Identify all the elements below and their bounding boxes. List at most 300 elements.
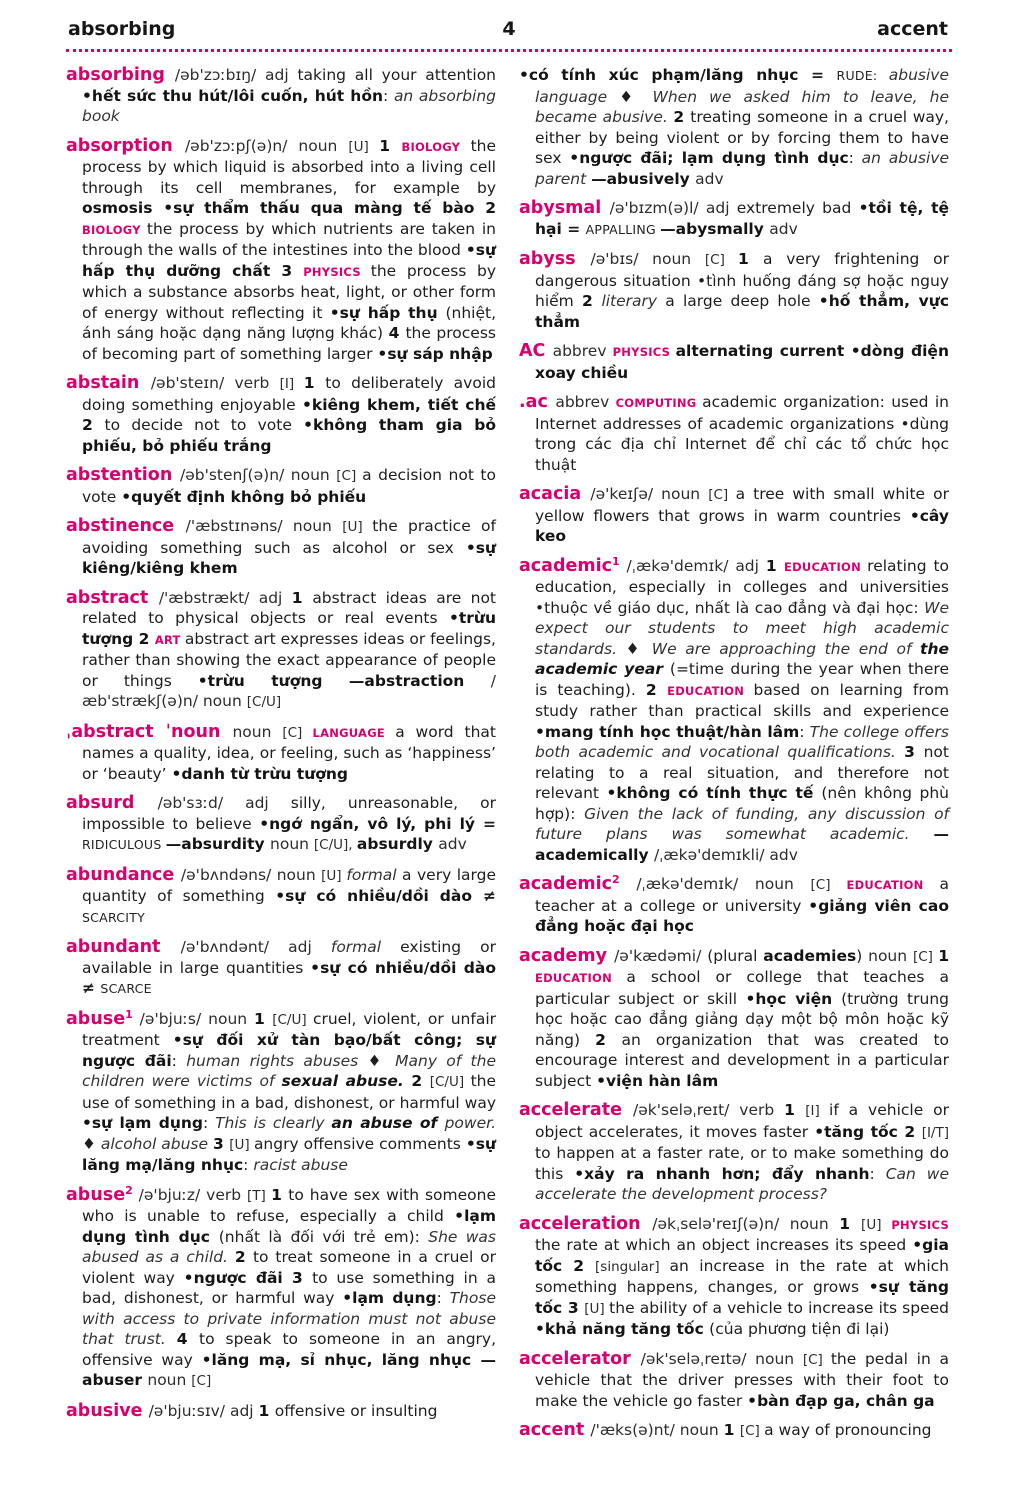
example-bold: the academic year (535, 639, 949, 678)
definition-text: taking all your attention (297, 66, 497, 84)
dictionary-entry (66, 588, 496, 713)
sense-number: 2 (581, 292, 602, 310)
vietnamese-translation: •sự lăng mạ/lăng nhục (82, 1134, 496, 1174)
definition-text: a decision not to vote (82, 466, 496, 506)
sense-number: 3 (904, 743, 924, 761)
pronunciation: /ək'seləˌreɪt/ (633, 1101, 740, 1119)
sense-number: 1 (379, 136, 402, 155)
derived-word: —abusively (591, 169, 696, 188)
sense-number: 2 (485, 199, 497, 217)
definition-text: (nhất là đối với trẻ em): (218, 1227, 429, 1246)
sense-number: 2 (138, 629, 155, 648)
definition-text: extremely bad (736, 199, 859, 217)
vietnamese-translation: •dòng điện xoay chiều (535, 342, 949, 382)
pronunciation: /ək'seləˌreɪtə/ (640, 1349, 756, 1368)
derived-word: osmosis (82, 199, 164, 217)
pronunciation: /ə'bɪs/ (590, 250, 653, 268)
definition-text: to decide not to vote (104, 416, 304, 434)
definition-text: an increase in the rate at which something happens, changes, or grows (535, 1256, 949, 1296)
definition-text: to treat someone in a cruel or violent way (82, 1248, 496, 1287)
vietnamese-translation: •lạm dụng tình dục (82, 1207, 496, 1246)
grammar-code: [U] (584, 1300, 610, 1317)
part-of-speech: noun (202, 692, 247, 710)
definition-text: (của phương tiện đi lại) (709, 1320, 890, 1338)
subject-label: PHYSICS (612, 345, 676, 359)
part-of-speech: noun (868, 946, 913, 965)
dictionary-entry (66, 1009, 496, 1176)
sense-number: 3 (292, 1268, 313, 1287)
example-text: Given the lack of funding, any discussion of future plans was somewhat academic. (535, 804, 950, 843)
dictionary-entry (66, 793, 496, 856)
grammar-code: [I/T] (921, 1124, 949, 1141)
derived-word: —abstraction (348, 671, 491, 690)
definition-text: the ability of a vehicle to increase its speed (609, 1298, 949, 1317)
subject-label: EDUCATION (535, 971, 627, 985)
definition-text: : (799, 722, 810, 741)
vietnamese-translation: •quyết định không bỏ phiếu (121, 487, 367, 506)
cross-reference: RIDICULOUS (82, 837, 166, 852)
sense-number: 1 (258, 1401, 275, 1420)
definition-text: to deliberately avoid doing something enjoyable (82, 374, 496, 414)
example-text: Those with access to private information must not abuse that trust. (82, 1289, 496, 1348)
vietnamese-translation: •trừu tượng (82, 609, 496, 648)
pronunciation: /ə'bʌndəns/ (180, 865, 277, 884)
vietnamese-translation: •viện hàn lâm (596, 1071, 719, 1090)
headword: abundance (66, 864, 181, 885)
grammar-code: [C] (739, 1423, 765, 1439)
definition-text: an organization that was created to encourage interest and development in a particular subject (535, 1030, 949, 1090)
headword: ˌabstract ˈnoun (66, 721, 233, 742)
pronunciation: /əb'stenʃ(ə)n/ (179, 466, 291, 484)
definition-text: not relating to a real situation, and therefore not relevant (535, 743, 949, 802)
sense-number: 1 (303, 374, 326, 392)
headword: academy (519, 945, 615, 966)
example-text: She was abused as a child. (82, 1227, 497, 1266)
vietnamese-translation: •sự đối xử tàn bạo/bất công; sự ngược đãi (82, 1031, 496, 1070)
part-of-speech: noun (292, 517, 343, 535)
definition-text: silly, unreasonable, or impossible to believe (82, 794, 496, 833)
dictionary-columns (66, 65, 952, 1451)
definition-text: (=time during the year when there is teaching). (535, 660, 949, 699)
part-of-speech: adj (265, 66, 298, 84)
vietnamese-translation: •trừu tượng (197, 671, 349, 690)
dictionary-entry (66, 1401, 496, 1422)
pronunciation: /əb'steɪn/ (150, 374, 235, 392)
sense-number: 4 (176, 1330, 200, 1348)
example-separator-icon: ♦ (82, 1134, 101, 1153)
dictionary-entry (519, 1420, 949, 1442)
pronunciation: /ə'keɪʃə/ (590, 485, 662, 503)
example-text: We expect our students to meet high academic standards. (535, 598, 949, 658)
pronunciation: /əb'sɜːd/ (157, 794, 246, 812)
vietnamese-translation: •sự sáp nhập (377, 344, 493, 363)
right-column (519, 65, 949, 1451)
vietnamese-translation: •giảng viên cao đẳng hoặc đại học (535, 896, 949, 935)
subject-label: ART (154, 632, 185, 647)
pronunciation: /ə'kædəmi/ (614, 946, 708, 965)
sense-number: 1 (938, 946, 949, 965)
dictionary-entry (66, 516, 496, 579)
register-label: formal (330, 938, 401, 956)
cross-reference: SCARCE (100, 981, 152, 996)
grammar-code: [C/U] (272, 1011, 313, 1028)
grammar-code: [singular] (595, 1258, 670, 1275)
relation-symbol: ≠ (483, 887, 496, 905)
definition-text: existing or available in large quantities (82, 938, 496, 977)
headword: accelerate (519, 1100, 634, 1120)
dictionary-entry (519, 1214, 949, 1340)
relation-symbol: ≠ (82, 979, 101, 997)
cross-reference: APPALLING (585, 221, 661, 237)
grammar-code: [C] (912, 948, 939, 965)
definition-text: a very large quantity of something (82, 865, 496, 905)
vietnamese-translation: •danh từ trừu tượng (171, 764, 349, 783)
definition-text: to happen at a faster rate, or to make something do this (535, 1144, 949, 1183)
dictionary-entry (519, 1100, 949, 1205)
definition-text: relating to education, especially in colleges and universities •thuộc về giáo dục, nhất là cao đẳng và đại học: (535, 556, 950, 617)
left-guide-word: absorbing (68, 18, 176, 40)
dictionary-entry (66, 722, 496, 785)
grammar-code: [U] (229, 1136, 254, 1153)
grammar-code: [I] (805, 1103, 830, 1119)
grammar-code: [C] (802, 1351, 831, 1368)
part-of-speech: adj (258, 588, 292, 607)
derived-word: —academically (535, 825, 949, 864)
homograph-number: 2 (125, 1183, 133, 1197)
vietnamese-translation: •sự có nhiều/dồi dào (310, 958, 497, 977)
headword: acceleration (519, 1213, 653, 1234)
dictionary-entry (519, 198, 949, 240)
headword: abstention (66, 465, 180, 485)
definition-text: the process by which nutrients are taken in through the walls of the intestines into the blood (82, 219, 496, 259)
vietnamese-translation: •gia tốc (535, 1236, 949, 1275)
example-separator-icon: ♦ (367, 1051, 396, 1070)
derived-word: academies (763, 946, 857, 965)
headword: abuse (66, 1184, 126, 1205)
headword: acacia (519, 484, 591, 504)
grammar-code: [U] (342, 519, 373, 535)
part-of-speech: noun (270, 835, 314, 853)
register-label: formal (346, 865, 403, 884)
grammar-code: [T] (247, 1187, 272, 1204)
vietnamese-translation: •xảy ra nhanh hơn; đẩy nhanh (574, 1164, 870, 1183)
example-bold: an abuse of (331, 1114, 445, 1132)
sense-number: 2 (673, 108, 691, 126)
subject-label: BIOLOGY (82, 222, 147, 237)
definition-text: : (869, 1164, 886, 1183)
headword: academic (519, 555, 612, 576)
headword: absorbing (66, 65, 175, 85)
example-separator-icon: ♦ (625, 639, 652, 658)
pronunciation: /ə'bɪzm(ə)l/ (609, 199, 706, 217)
example-text: Many of the children were victims of (82, 1051, 496, 1090)
part-of-speech: abbrev (552, 342, 613, 360)
dictionary-entry (66, 65, 496, 127)
definition-text: : (243, 1156, 254, 1174)
vietnamese-translation: •sự lạm dụng (82, 1114, 203, 1132)
definition-text: academic organization: used in Internet addresses of academic organizations •dùng trong các địa chỉ Internet để chỉ các tổ chức học thuật (535, 393, 949, 474)
grammar-code: [C] (191, 1373, 212, 1389)
part-of-speech: noun (208, 1009, 255, 1028)
sense-number: 1 (784, 1101, 806, 1119)
definition-text: the process by which a substance absorbs heat, light, or other form of energy without reflecting it (82, 261, 496, 322)
definition-text: (nên không phù hợp): (535, 784, 949, 823)
part-of-speech: adj (245, 794, 291, 812)
vietnamese-translation: •cây keo (535, 506, 949, 545)
vietnamese-translation: •không có tính thực tế (606, 784, 822, 802)
vietnamese-translation: •ngược đãi (183, 1268, 292, 1287)
vietnamese-translation: •sự có nhiều/dồi dào (275, 887, 483, 905)
vietnamese-translation: •sự thẩm thấu qua màng tế bào (163, 199, 486, 217)
part-of-speech: adv (769, 219, 798, 238)
part-of-speech: noun (652, 250, 705, 268)
part-of-speech: noun (276, 865, 322, 884)
vietnamese-translation: •học viện (745, 989, 842, 1008)
headword: accelerator (519, 1348, 641, 1369)
definition-text: (trường trung học hoặc cao đẳng giảng dạy một bộ môn hoặc kỹ năng) (535, 989, 949, 1049)
dictionary-entry (66, 373, 496, 456)
part-of-speech: verb (206, 1185, 248, 1204)
definition-text: the rate at which an object increases its speed (535, 1236, 913, 1254)
derived-word: alternating current (675, 342, 851, 360)
sense-number: 2 (573, 1256, 596, 1275)
grammar-code: [U] (861, 1216, 892, 1233)
subject-label: EDUCATION (667, 683, 754, 698)
vietnamese-translation: •bàn đạp ga, chân ga (747, 1391, 935, 1410)
part-of-speech: adj (229, 1401, 259, 1420)
definition-text: a very frightening or dangerous situation •tình huống đáng sợ hoặc nguy hiểm (535, 250, 949, 310)
homograph-number: 1 (612, 554, 620, 568)
dictionary-entry (519, 484, 949, 547)
example-text: an abusive parent (535, 149, 949, 188)
grammar-code: [C] (336, 468, 363, 484)
part-of-speech: adj (705, 199, 737, 217)
pronunciation: /ə'bjuːz/ (132, 1185, 207, 1204)
vietnamese-translation: •hết sức thu hút/lôi cuốn, hút hồn (82, 86, 384, 105)
pronunciation: /'æks(ə)nt/ (590, 1421, 680, 1439)
grammar-code: [C/U] (246, 694, 282, 710)
example-text: alcohol abuse (100, 1134, 213, 1153)
pronunciation: /ə'bjuːsɪv/ (148, 1401, 230, 1420)
definition-text: offensive or insulting (274, 1401, 438, 1420)
vietnamese-translation: •tồi tệ, tệ hại (535, 199, 949, 238)
sense-number: 1 (254, 1009, 273, 1028)
vietnamese-translation: •sự hấp thụ dưỡng chất (82, 241, 496, 280)
vietnamese-translation: •lăng mạ, sỉ nhục, lăng nhục (201, 1350, 481, 1369)
headword: absorption (66, 135, 185, 156)
page-number: 4 (502, 18, 516, 40)
derived-word: —abysmally (660, 219, 770, 238)
definition-text: abstract art expresses ideas or feelings, rather than showing the exact appearance of people or things (82, 629, 496, 690)
vietnamese-translation: •kiêng khem, tiết chế (302, 395, 496, 414)
vietnamese-translation: •sự kiêng/kiêng khem (82, 538, 496, 577)
subject-label: PHYSICS (891, 1217, 949, 1232)
register-label: literary (601, 292, 666, 310)
part-of-speech: adv (695, 169, 724, 188)
pronunciation: /əkˌselə'reɪʃ(ə)n/ (652, 1214, 790, 1233)
definition-text: : (171, 1051, 187, 1070)
definition-text: the use of something in a bad, dishonest, or harmful way (82, 1072, 496, 1112)
pronunciation: /əb'zɔːpʃ(ə)n/ (184, 136, 299, 155)
derived-word: —absurdity (165, 835, 271, 853)
sense-number: 3 (567, 1298, 585, 1317)
subject-label: EDUCATION (783, 559, 868, 574)
subject-label: EDUCATION (846, 878, 940, 892)
headword: abstain (66, 373, 151, 393)
sense-number: 1 (291, 588, 313, 607)
vietnamese-translation: •khả năng tăng tốc (535, 1320, 710, 1338)
dictionary-entry (519, 874, 949, 937)
example-text: abusive language (535, 66, 949, 106)
subject-label: COMPUTING (615, 396, 703, 410)
definition-text: (nhiệt, ánh sáng hoặc dạng năng lượng khác) (82, 303, 496, 342)
part-of-speech: noun (789, 1214, 840, 1233)
dictionary-entry (519, 946, 949, 1092)
definition-text: to have sex with someone who is unable to refuse, especially a child (82, 1185, 496, 1225)
derived-word: —abuser (82, 1350, 496, 1389)
pronunciation: /'æbstɪnəns/ (185, 517, 293, 535)
left-column (66, 65, 496, 1451)
sense-number: 1 (723, 1421, 740, 1439)
example-bold: sexual abuse. (281, 1072, 412, 1090)
dictionary-entry (66, 465, 496, 507)
sense-number: 2 (645, 680, 668, 699)
grammar-code: [I] (279, 376, 304, 392)
cross-reference: RUDE: (836, 68, 889, 83)
example-text: racist abuse (253, 1156, 348, 1174)
vietnamese-translation: •không tham gia bỏ phiếu, bỏ phiếu trắng (82, 416, 496, 455)
part-of-speech: noun (661, 485, 709, 503)
sense-number: 2 (411, 1072, 430, 1090)
relation-symbol: = (567, 219, 586, 238)
definition-text: abstract ideas are not related to physical objects or real events (82, 588, 496, 627)
definition-text: a large deep hole (665, 292, 819, 310)
dictionary-entry (519, 1349, 949, 1412)
sense-number: 2 (904, 1122, 922, 1141)
definition-text: : (383, 86, 394, 105)
dictionary-entry (519, 341, 949, 383)
part-of-speech: verb (234, 374, 280, 392)
dictionary-entry (519, 249, 949, 332)
vietnamese-translation: •tăng tốc (814, 1122, 905, 1141)
right-guide-word: accent (877, 18, 948, 40)
pronunciation: /'æbstrækt/ (158, 588, 259, 607)
definition-text: (plural (707, 946, 764, 965)
definition-text: the process of becoming part of something larger (82, 324, 496, 363)
definition-text: the practice of avoiding something such as alcohol or sex (82, 517, 496, 557)
headword: .ac (519, 392, 556, 412)
definition-text: : (203, 1114, 216, 1132)
grammar-code: [C] (282, 724, 313, 741)
definition-text: based on learning from study rather than practical skills and experience (535, 680, 949, 720)
definition-text: a tree with small white or yellow flowers that grows in warm countries (535, 485, 949, 525)
definition-text: if a vehicle or object accelerates, it moves faster (535, 1101, 950, 1141)
grammar-code: [C/U], (313, 837, 357, 853)
definition-text: a way of pronouncing (764, 1421, 932, 1439)
sense-number: 1 (765, 556, 784, 575)
part-of-speech: noun (232, 722, 283, 741)
part-of-speech: abbrev (555, 393, 616, 411)
vietnamese-translation: •ngược đãi; lạm dụng tình dục (569, 149, 849, 167)
headword: abstinence (66, 516, 186, 536)
dictionary-entry (66, 937, 496, 1000)
dictionary-entry (519, 65, 949, 189)
grammar-code: [C] (810, 877, 847, 893)
headword: absurd (66, 793, 158, 813)
part-of-speech: verb (739, 1101, 785, 1119)
example-text: The college offers both academic and vocational qualifications. (535, 722, 949, 761)
vietnamese-translation: •hố thẳm, vực thẳm (535, 292, 950, 331)
sense-number: 1 (271, 1185, 289, 1204)
definition-text: : (436, 1289, 450, 1307)
definition-text: a word that names a quality, idea, or feeling, such as ‘happiness’ or ‘beauty’ (82, 722, 496, 783)
definition-text: cruel, violent, or unfair treatment (82, 1009, 496, 1049)
pronunciation: /ə'bʌndənt/ (180, 938, 289, 956)
part-of-speech: adj (735, 556, 766, 575)
example-text: When we asked him to leave, he became abusive. (535, 87, 950, 126)
sense-number: 2 (595, 1030, 622, 1049)
example-text: We are approaching the end of (651, 639, 921, 658)
grammar-code: [C] (708, 487, 736, 503)
definition-text: treating someone in a cruel way, either by being violent or by forcing them to have sex (535, 108, 949, 167)
relation-symbol: = (483, 814, 496, 833)
definition-text: ) (856, 946, 869, 965)
example-text: Can we accelerate the development process? (535, 1164, 949, 1203)
grammar-code: [U] (321, 867, 347, 884)
headword: abuse (66, 1008, 126, 1029)
part-of-speech: adj (288, 938, 331, 956)
vietnamese-translation: •sự hấp thụ (329, 303, 446, 322)
pronunciation: /ˌækə'demɪkli/ (653, 845, 770, 864)
part-of-speech: noun (298, 136, 349, 155)
headword: academic (519, 874, 612, 894)
pronunciation: /ˌækə'demɪk/ (619, 556, 736, 575)
vietnamese-translation: •có tính xúc phạm/lăng nhục (519, 66, 812, 84)
part-of-speech: noun (147, 1371, 192, 1389)
vietnamese-translation: •ngớ ngẩn, vô lý, phi lý (259, 814, 483, 833)
headword: abstract (66, 587, 159, 608)
sense-number: 2 (234, 1248, 253, 1266)
pronunciation: /ˌækə'demɪk/ (619, 875, 755, 893)
definition-text: to speak to someone in an angry, offensive way (82, 1330, 497, 1369)
sense-number: 3 (281, 261, 304, 280)
definition-text: a teacher at a college or university (535, 875, 949, 915)
subject-label: BIOLOGY (401, 139, 471, 154)
definition-text: : (848, 149, 862, 167)
example-separator-icon: ♦ (619, 87, 653, 106)
page-header (66, 18, 952, 52)
vietnamese-translation: •lạm dụng (342, 1289, 437, 1307)
headword: accent (519, 1420, 591, 1440)
sense-number: 3 (212, 1134, 230, 1153)
example-text: human rights abuses (186, 1051, 368, 1070)
sense-number: 2 (82, 416, 105, 434)
subject-label: PHYSICS (303, 264, 371, 279)
pronunciation: /əb'zɔːbɪŋ/ (174, 66, 266, 84)
pronunciation: /ə'bjuːs/ (132, 1009, 209, 1028)
subject-label: LANGUAGE (312, 725, 396, 740)
definition-text: the pedal in a vehicle that the driver presses with their foot to make the vehicle go faster (535, 1349, 949, 1410)
headword: abundant (66, 937, 181, 957)
homograph-number: 1 (125, 1007, 133, 1021)
part-of-speech: adv (769, 845, 798, 864)
part-of-speech: noun (679, 1421, 724, 1439)
sense-number: 4 (388, 324, 406, 342)
dictionary-entry (519, 556, 949, 866)
example-text: an absorbing book (82, 86, 497, 125)
headword: abysmal (519, 198, 610, 218)
homograph-number: 2 (612, 872, 620, 886)
